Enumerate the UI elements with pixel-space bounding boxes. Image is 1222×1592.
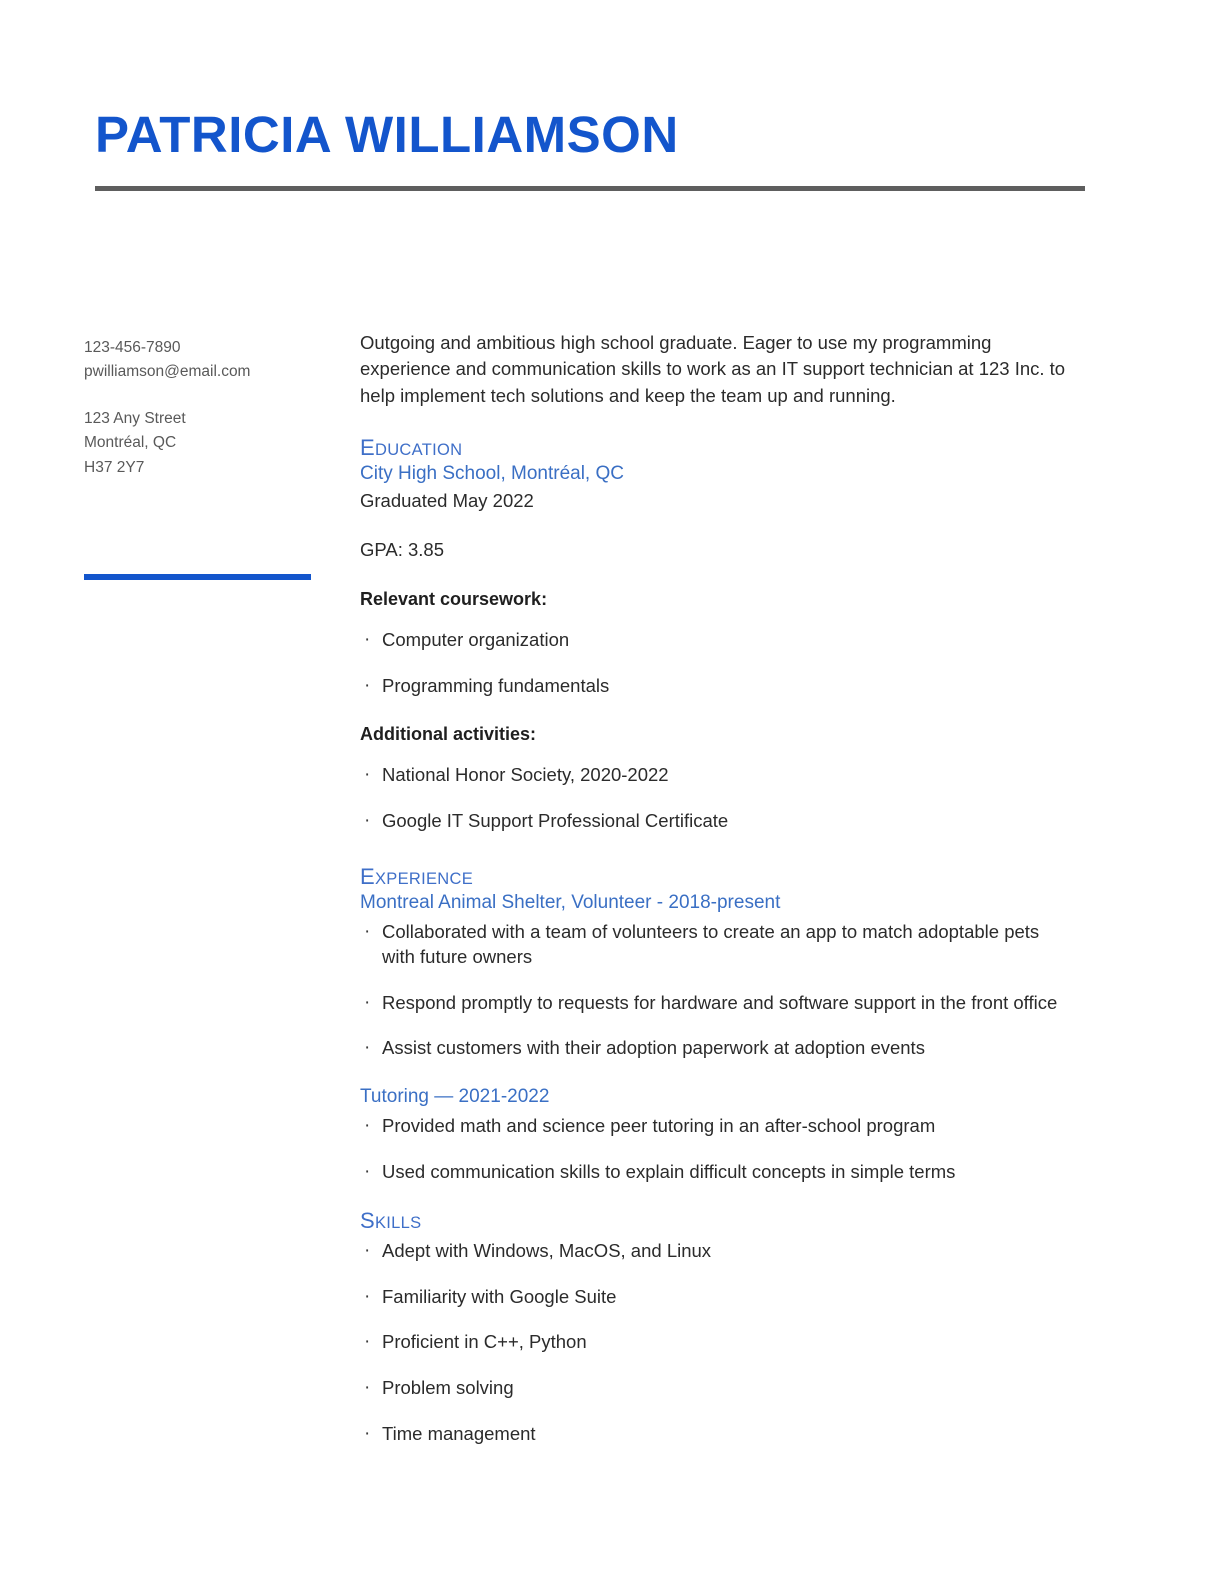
list-item: · Proficient in C++, Python [360,1330,1066,1355]
education-graduation: Graduated May 2022 [360,489,534,511]
list-item: · Problem solving [360,1376,1066,1401]
section-spacer [360,1184,1066,1208]
resume-header [95,108,1085,191]
list-item: · National Honor Society, 2020-2022 [360,763,1066,788]
contact-street: 123 Any Street [84,409,186,427]
activities-list [360,763,1066,834]
resume-main-column [360,330,1066,1447]
experience-bullets [360,920,1066,1061]
list-item: · Familiarity with Google Suite [360,1285,1066,1310]
list-item: · Provided math and science peer tutoring in an after-school program [360,1114,1066,1139]
contact-postal-code: H37 2Y7 [84,458,145,476]
section-spacer [360,834,1066,864]
list-item: · Used communication skills to explain difficult concepts in simple terms [360,1160,1066,1185]
list-item: · Programming fundamentals [360,674,1066,699]
experience-entry-title: Tutoring — 2021-2022 [360,1086,550,1108]
list-item: · Assist customers with their adoption paperwork at adoption events [360,1036,1066,1061]
candidate-name: PATRICIA WILLIAMSON [95,106,679,163]
skills-list [360,1239,1066,1447]
list-item: · Time management [360,1422,1066,1447]
section-heading-education [360,435,1066,461]
section-heading-experience [360,864,1066,890]
experience-heading-rest: XPERIENCE [374,869,474,888]
education-heading-rest: DUCATION [374,440,463,459]
experience-bullets [360,1114,1066,1185]
contact-email: pwilliamson@email.com [84,363,251,381]
list-item: · Google IT Support Professional Certificate [360,809,1066,834]
list-item: · Collaborated with a team of volunteers to create an app to match adoptable pets with future owners [360,920,1066,970]
contact-block [84,336,324,480]
experience-heading-capital: E [360,863,375,889]
list-item: · Respond promptly to requests for hardware and software support in the front office [360,991,1066,1016]
education-gpa: GPA: 3.85 [360,538,444,560]
contact-city: Montréal, QC [84,434,177,452]
professional-summary: Outgoing and ambitious high school graduate. Eager to use my programming experience and communication skills to work as an IT support technician at 123 Inc. to help implement tech solutions and keep the team up and running. [360,332,1066,406]
contact-spacer [84,385,324,407]
list-item: · Adept with Windows, MacOS, and Linux [360,1239,1066,1264]
coursework-label: Relevant coursework: [360,588,548,609]
contact-sidebar [84,336,324,580]
sidebar-accent-divider [84,574,311,580]
skills-heading-capital: S [360,1208,375,1234]
entry-spacer [360,1061,1066,1085]
activities-label: Additional activities: [360,724,537,745]
contact-phone: 123-456-7890 [84,339,181,356]
skills-heading-rest: KILLS [374,1214,422,1233]
header-divider [95,186,1085,191]
list-item: · Computer organization [360,628,1066,653]
section-heading-skills [360,1208,1066,1234]
experience-entry-title: Montreal Animal Shelter, Volunteer - 2018-present [360,892,781,914]
coursework-list [360,628,1066,699]
education-school: City High School, Montréal, QC [360,463,624,485]
education-heading-capital: E [360,434,375,460]
